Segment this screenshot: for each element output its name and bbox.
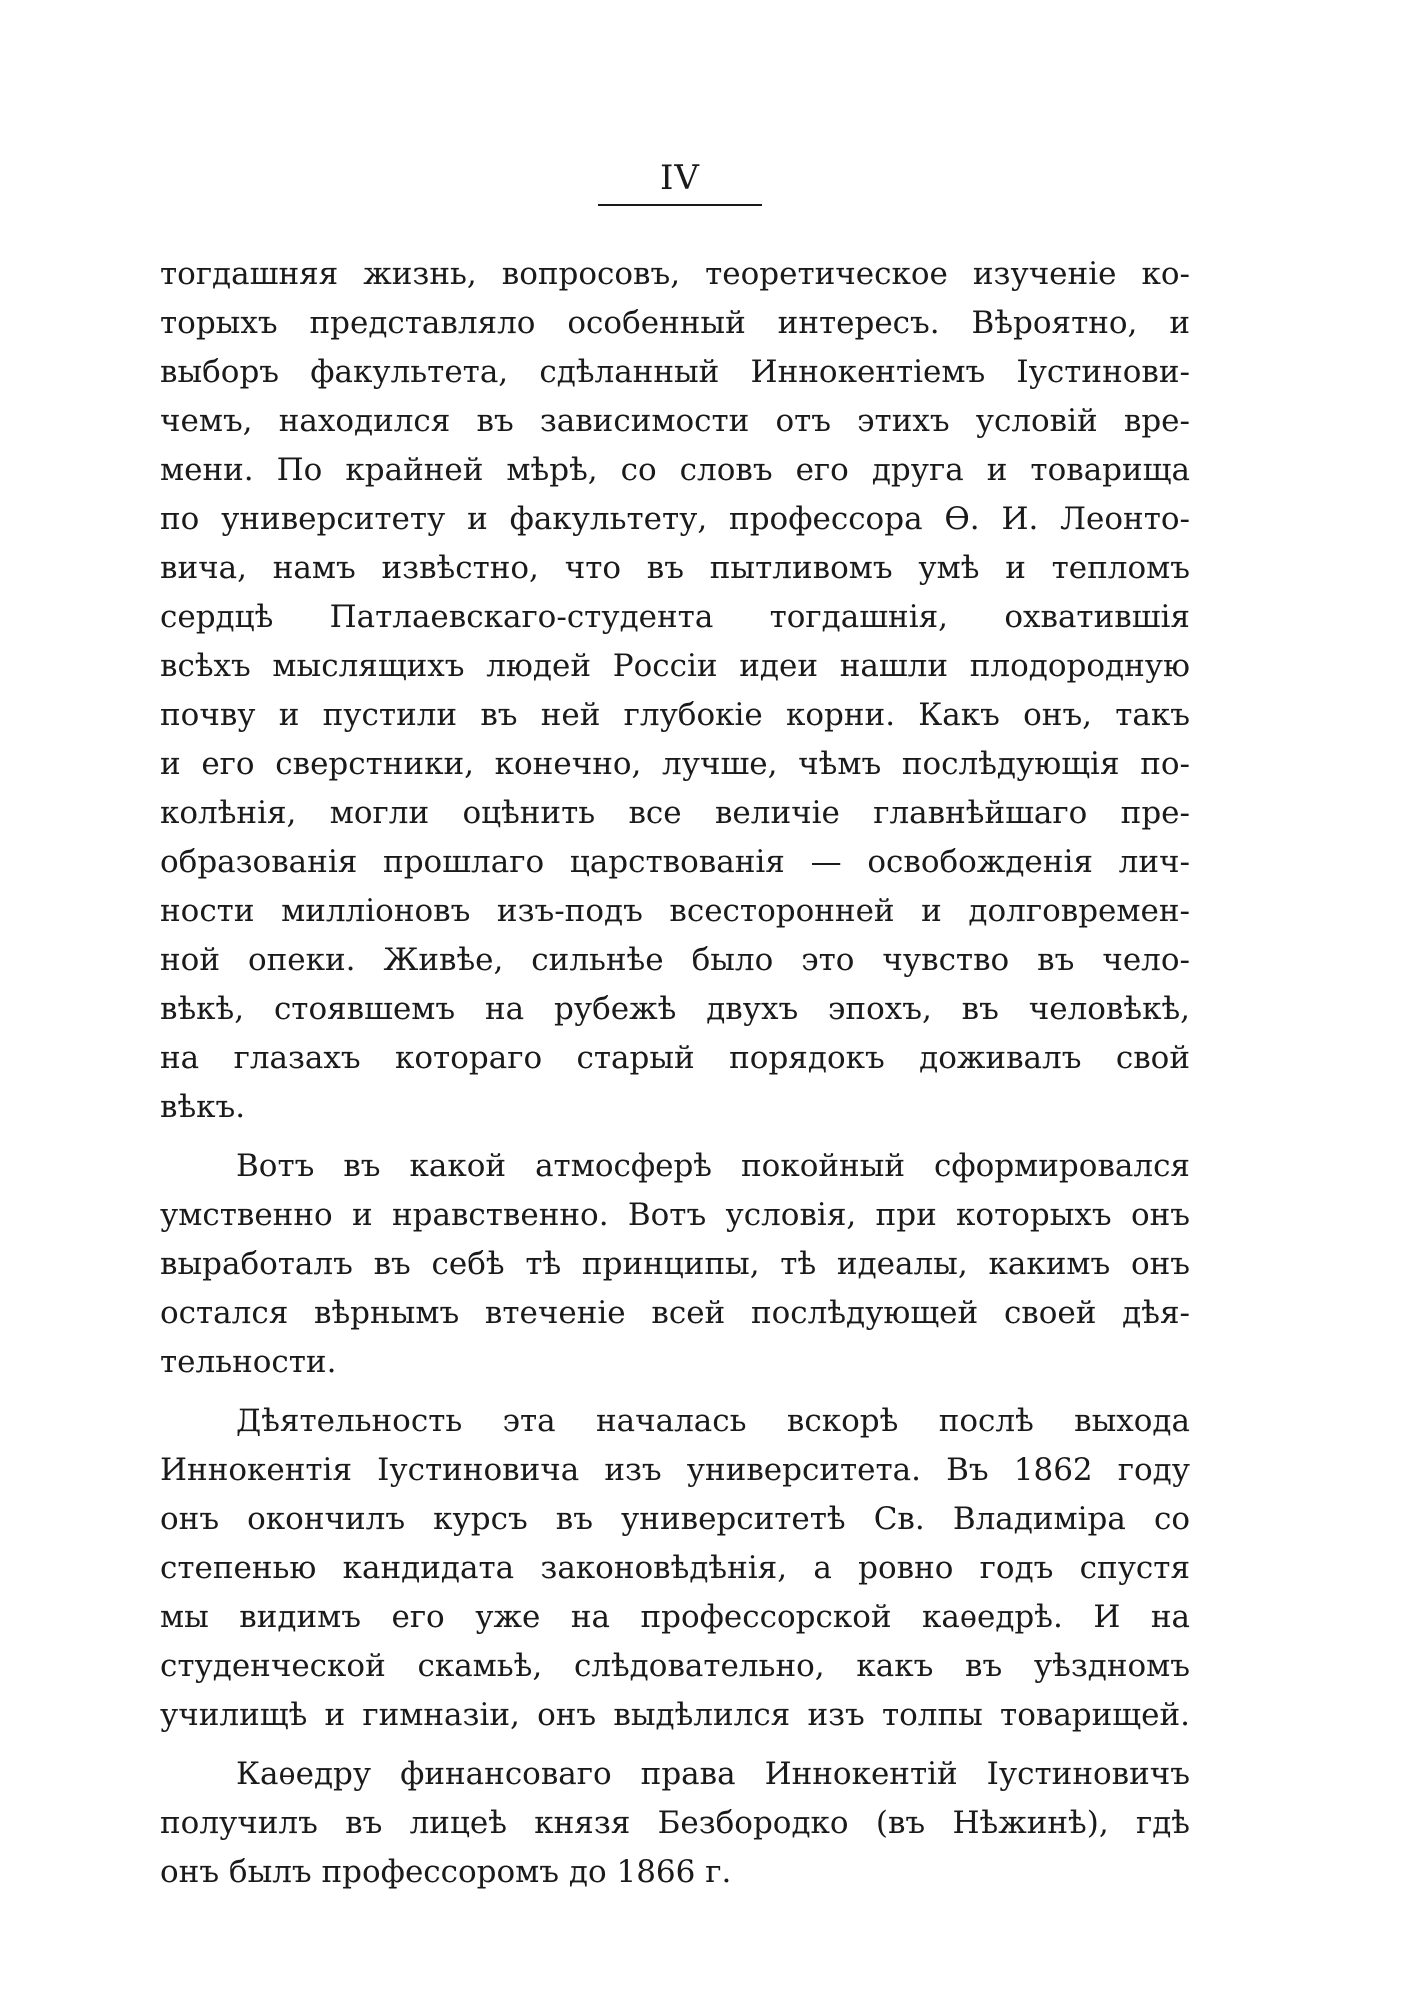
text-line: вича, намъ извѣстно, что въ пытливомъ умѣ и тепломъ	[160, 550, 1190, 586]
text-line: колѣнія, могли оцѣнить все величіе главнѣйшаго пре-	[160, 795, 1190, 831]
text-line: почву и пустили въ ней глубокіе корни. Какъ онъ, такъ	[160, 697, 1190, 733]
text-line: получилъ въ лицеѣ князя Безбородко (въ Нѣжинѣ), гдѣ	[160, 1805, 1190, 1841]
paragraph-gap	[160, 1132, 1190, 1142]
text-line: и его сверстники, конечно, лучше, чѣмъ послѣдующія по-	[160, 746, 1190, 782]
text-line: училищѣ и гимназіи, онъ выдѣлился изъ толпы товарищей.	[160, 1697, 1190, 1733]
text-line: мени. По крайней мѣрѣ, со словъ его друга и товарища	[160, 452, 1190, 488]
text-line: ности милліоновъ изъ-подъ всесторонней и долговремен-	[160, 893, 1190, 929]
paragraph-gap	[160, 1387, 1190, 1397]
text-line: Вотъ въ какой атмосферѣ покойный сформировался	[236, 1148, 1190, 1184]
paragraph-4	[160, 1750, 1190, 1897]
text-line: выборъ факультета, сдѣланный Иннокентіемъ Іустинови-	[160, 354, 1190, 390]
text-line: умственно и нравственно. Вотъ условія, при которыхъ онъ	[160, 1197, 1190, 1233]
text-line: торыхъ представляло особенный интересъ. Вѣроятно, и	[160, 305, 1190, 341]
text-line: чемъ, находился въ зависимости отъ этихъ условій вре-	[160, 403, 1190, 439]
page-number-rule	[598, 204, 762, 206]
text-line: онъ окончилъ курсъ въ университетѣ Св. Владиміра со	[160, 1501, 1190, 1537]
paragraph-gap	[160, 1740, 1190, 1750]
text-line: вѣкъ.	[160, 1089, 246, 1125]
paragraph-2	[160, 1142, 1190, 1387]
body-text	[160, 250, 1190, 1897]
text-line: студенческой скамьѣ, слѣдовательно, какъ въ уѣздномъ	[160, 1648, 1190, 1684]
text-line: по университету и факультету, профессора Ѳ. И. Леонто-	[160, 501, 1190, 537]
text-line: тогдашняя жизнь, вопросовъ, теоретическое изученіе ко-	[160, 256, 1190, 292]
text-line: Каѳедру финансоваго права Иннокентій Іустиновичъ	[236, 1756, 1190, 1792]
text-line: образованія прошлаго царствованія — освобожденія лич-	[160, 844, 1190, 880]
text-line: степенью кандидата законовѣдѣнія, а ровно годъ спустя	[160, 1550, 1190, 1586]
text-line: мы видимъ его уже на профессорской каѳедрѣ. И на	[160, 1599, 1190, 1635]
text-line: Дѣятельность эта началась вскорѣ послѣ выхода	[236, 1403, 1190, 1439]
page-number: IV	[660, 158, 700, 198]
text-line: онъ былъ профессоромъ до 1866 г.	[160, 1854, 732, 1890]
text-line: на глазахъ котораго старый порядокъ доживалъ свой	[160, 1040, 1190, 1076]
text-line: ной опеки. Живѣе, сильнѣе было это чувство въ чело-	[160, 942, 1190, 978]
text-line: Иннокентія Іустиновича изъ университета. Въ 1862 году	[160, 1452, 1190, 1488]
paragraph-1	[160, 250, 1190, 1132]
paragraph-3	[160, 1397, 1190, 1740]
text-line: остался вѣрнымъ втеченіе всей послѣдующей своей дѣя-	[160, 1295, 1190, 1331]
text-line: вѣкѣ, стоявшемъ на рубежѣ двухъ эпохъ, въ человѣкѣ,	[160, 991, 1190, 1027]
text-line: сердцѣ Патлаевскаго-студента тогдашнія, охватившія	[160, 599, 1190, 635]
text-line: тельности.	[160, 1344, 337, 1380]
text-line: выработалъ въ себѣ тѣ принципы, тѣ идеалы, какимъ онъ	[160, 1246, 1190, 1282]
text-line: всѣхъ мыслящихъ людей Россіи идеи нашли плодородную	[160, 648, 1190, 684]
